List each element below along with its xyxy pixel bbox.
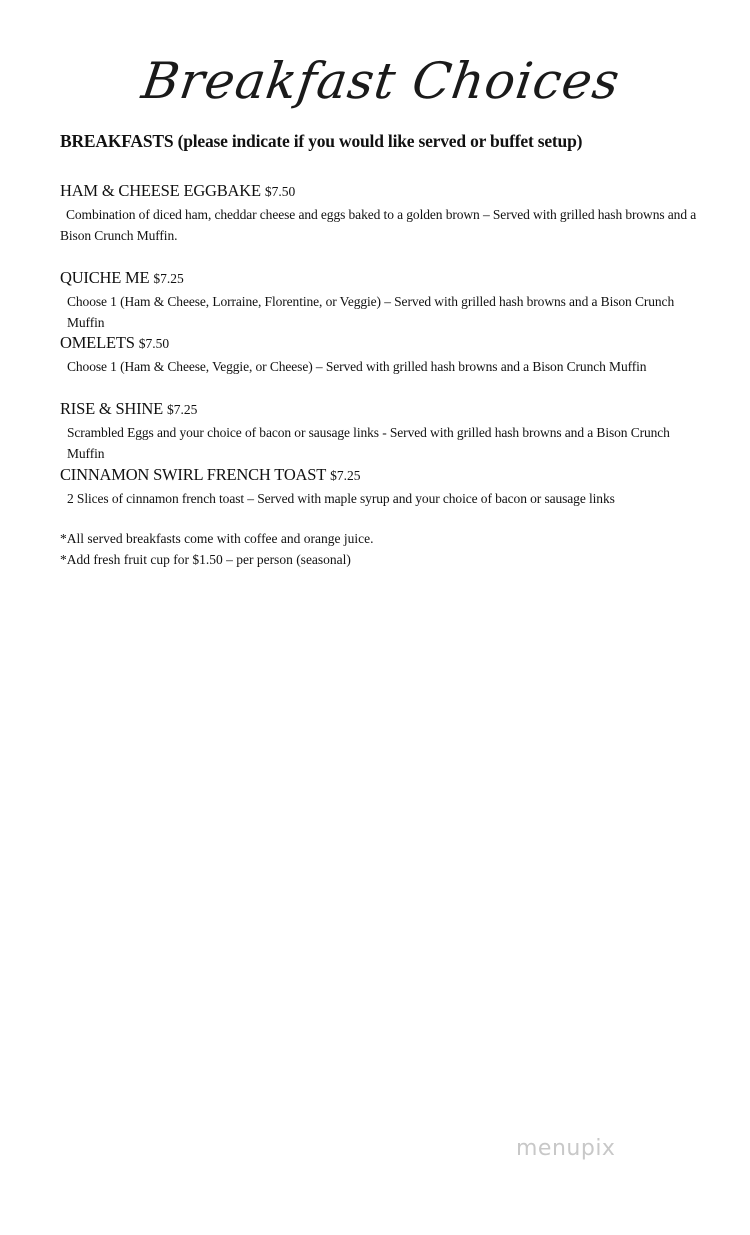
note-line: *Add fresh fruit cup for $1.50 – per person (seasonal) bbox=[60, 552, 351, 567]
menu-item-price: $7.25 bbox=[167, 402, 198, 417]
menu-item-price: $7.25 bbox=[330, 468, 361, 483]
menu-item-header bbox=[60, 181, 700, 201]
menu-title: Breakfast Choices bbox=[138, 52, 624, 110]
menu-item-description: Choose 1 (Ham & Cheese, Lorraine, Florentine, or Veggie) – Served with grilled hash browns and a Bison Crunch Muffin bbox=[67, 294, 675, 330]
menu-item-price: $7.50 bbox=[264, 184, 296, 199]
menu-item bbox=[60, 333, 700, 377]
menu-item-name: RISE & SHINE bbox=[60, 399, 164, 418]
menu-item-header bbox=[60, 399, 700, 419]
section-subtitle: BREAKFASTS (please indicate if you would like served or buffet setup) bbox=[60, 131, 583, 151]
menu-item-price: $7.25 bbox=[153, 271, 184, 286]
note-line: *All served breakfasts come with coffee and orange juice. bbox=[60, 531, 374, 546]
menu-item bbox=[60, 268, 700, 333]
menu-item-description: Combination of diced ham, cheddar cheese and eggs baked to a golden brown – Served with grilled hash browns and a Bison Crunch Muffin. bbox=[60, 207, 697, 243]
menu-item-price: $7.50 bbox=[138, 336, 170, 351]
menu-item-header bbox=[60, 268, 700, 288]
menu-item-header bbox=[60, 333, 700, 353]
menu-item-description: 2 Slices of cinnamon french toast – Served with maple syrup and your choice of bacon or sausage links bbox=[67, 491, 615, 506]
menu-item-name: HAM & CHEESE EGGBAKE bbox=[60, 181, 261, 200]
menu-item bbox=[60, 399, 700, 464]
menu-item-name: QUICHE ME bbox=[60, 268, 150, 287]
menu-item-description: Scrambled Eggs and your choice of bacon or sausage links - Served with grilled hash browns and a Bison Crunch Muffin bbox=[67, 425, 670, 461]
menu-item-description: Choose 1 (Ham & Cheese, Veggie, or Cheese) – Served with grilled hash browns and a Bison Crunch Muffin bbox=[67, 359, 647, 374]
watermark-logo: menupix bbox=[516, 1136, 616, 1161]
menu-item-name: OMELETS bbox=[60, 333, 135, 352]
menu-item-name: CINNAMON SWIRL FRENCH TOAST bbox=[60, 465, 327, 484]
menu-notes bbox=[60, 528, 374, 570]
menu-item-header bbox=[60, 465, 700, 485]
menu-item bbox=[60, 465, 700, 509]
menu-item bbox=[60, 181, 700, 246]
